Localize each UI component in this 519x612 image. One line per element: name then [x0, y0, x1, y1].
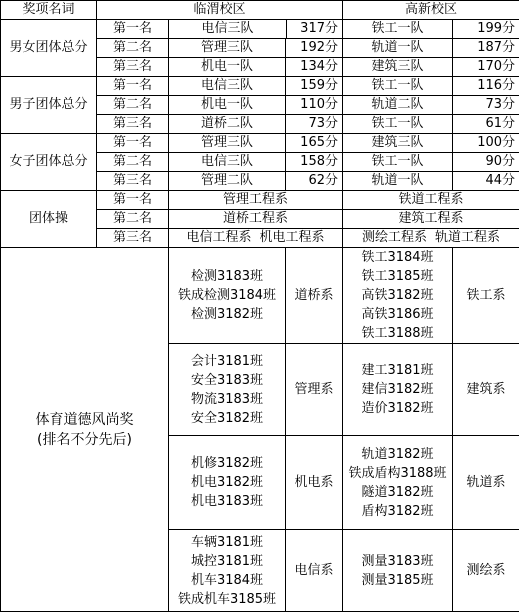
table-row [1, 191, 519, 210]
class-name: 会计3181班 [169, 352, 285, 371]
team-score: 199分 [453, 20, 519, 39]
team-score: 187分 [453, 39, 519, 58]
campus-a-header: 临渭校区 [97, 1, 343, 20]
team-name: 轨道一队 [343, 39, 453, 58]
dept-name: 管理系 [286, 344, 343, 436]
team-name: 建筑三队 [343, 134, 453, 153]
team-name: 轨道一队 [343, 172, 453, 191]
dept-pair-cell [169, 229, 343, 248]
team-name: 铁工一队 [343, 153, 453, 172]
class-list [343, 248, 453, 344]
team-score: 62分 [286, 172, 343, 191]
rank-cell: 第二名 [97, 210, 169, 229]
class-name: 铁成机车3185班 [169, 590, 285, 609]
class-name: 安全3182班 [169, 409, 285, 428]
header-row [1, 1, 519, 20]
class-name: 检测3183班 [169, 267, 285, 286]
class-name: 建工3181班 [343, 361, 452, 380]
rank-cell: 第二名 [97, 96, 169, 115]
team-name: 电信三队 [169, 20, 287, 38]
team-score: 110分 [286, 96, 343, 115]
class-name: 物流3183班 [169, 390, 285, 409]
dept-name: 轨道工程系 [435, 229, 500, 247]
dept-cell: 建筑工程系 [343, 210, 519, 229]
dept-pair-cell [343, 229, 519, 248]
team-score: 165分 [286, 134, 343, 153]
class-name: 车辆3181班 [169, 533, 285, 552]
dept-name: 铁工系 [453, 248, 519, 344]
team-score: 73分 [453, 96, 519, 115]
team-score: 100分 [453, 134, 519, 153]
class-name: 机电3183班 [169, 492, 285, 511]
rank-cell: 第一名 [97, 134, 169, 153]
sportsmanship-title-cell [1, 248, 169, 612]
class-name: 机修3182班 [169, 454, 285, 473]
class-name: 盾构3182班 [343, 502, 452, 521]
rank-cell: 第三名 [97, 58, 169, 77]
award-header: 奖项名词 [1, 1, 97, 20]
class-name: 铁工3184班 [343, 248, 452, 267]
class-name: 城控3181班 [169, 552, 285, 571]
team-name: 机电一队 [169, 58, 286, 77]
team-score: 158分 [286, 153, 343, 172]
class-name: 造价3182班 [343, 399, 452, 418]
sportsmanship-title: 体育道德风尚奖 [1, 410, 168, 430]
team-score: 170分 [453, 58, 519, 77]
class-list [343, 436, 453, 530]
dept-name: 建筑系 [453, 344, 519, 436]
group-title: 男子团体总分 [1, 77, 97, 134]
class-list [343, 530, 453, 612]
dept-name: 机电系 [286, 436, 343, 530]
table-row [1, 134, 519, 153]
class-name: 隧道3182班 [343, 483, 452, 502]
table-row [1, 20, 519, 39]
team-name: 管理三队 [169, 39, 286, 58]
dept-name: 轨道系 [453, 436, 519, 530]
class-name: 测量3185班 [343, 571, 452, 590]
team-name: 电信三队 [169, 153, 286, 172]
class-name: 机车3184班 [169, 571, 285, 590]
class-name: 安全3183班 [169, 371, 285, 390]
team-score: 44分 [453, 172, 519, 191]
class-name: 铁成检测3184班 [169, 286, 285, 305]
class-name: 机电3182班 [169, 473, 285, 492]
dept-cell: 道桥工程系 [169, 210, 343, 229]
rank-cell: 第一名 [97, 20, 169, 39]
team-name: 铁工一队 [343, 115, 453, 134]
campus-b-header: 高新校区 [343, 1, 519, 20]
dept-name: 机电工程系 [260, 229, 325, 247]
team-name: 铁工一队 [343, 20, 453, 39]
team-name: 道桥二队 [169, 115, 286, 134]
team-score: 116分 [453, 77, 519, 96]
rank-cell: 第三名 [97, 115, 169, 134]
class-name: 测量3183班 [343, 552, 452, 571]
dept-cell: 铁道工程系 [343, 191, 519, 210]
group-title: 男女团体总分 [1, 20, 97, 77]
team-name: 管理三队 [169, 134, 286, 153]
team-score: 73分 [286, 115, 343, 134]
team-name: 电信三队 [169, 77, 286, 96]
rank-cell: 第一名 [97, 77, 169, 96]
class-list [343, 344, 453, 436]
table-row [1, 77, 519, 96]
team-score: 192分 [286, 39, 343, 58]
class-list [169, 344, 286, 436]
team-name: 轨道二队 [343, 96, 453, 115]
team-score: 317分 [287, 20, 343, 38]
team-name: 机电一队 [169, 96, 286, 115]
table-row [1, 248, 519, 344]
class-name: 铁成盾构3188班 [343, 464, 452, 483]
class-list [169, 530, 286, 612]
team-name: 铁工一队 [343, 77, 453, 96]
dept-name: 测绘工程系 [362, 229, 427, 247]
team-name: 建筑三队 [343, 58, 453, 77]
awards-table-body [1, 1, 519, 612]
team-score: 61分 [453, 115, 519, 134]
rank-cell: 第三名 [97, 172, 169, 191]
rank-cell: 第一名 [97, 191, 169, 210]
rank-cell: 第二名 [97, 39, 169, 58]
class-name: 铁工3188班 [343, 324, 452, 343]
dept-name: 测绘系 [453, 530, 519, 612]
team-name: 管理二队 [169, 172, 286, 191]
class-name: 高铁3186班 [343, 305, 452, 324]
class-name: 检测3182班 [169, 305, 285, 324]
class-name: 高铁3182班 [343, 286, 452, 305]
dept-cell: 管理工程系 [169, 191, 343, 210]
class-list [169, 248, 286, 344]
team-score: 134分 [286, 58, 343, 77]
team-score: 159分 [286, 77, 343, 96]
rank-cell: 第三名 [97, 229, 169, 248]
class-list [169, 436, 286, 530]
dept-name: 电信系 [286, 530, 343, 612]
team-score: 90分 [453, 153, 519, 172]
campus-a-cell [169, 20, 343, 39]
group-title: 女子团体总分 [1, 134, 97, 191]
sportsmanship-note: (排名不分先后) [1, 430, 168, 450]
class-name: 建信3182班 [343, 380, 452, 399]
group-title: 团体操 [1, 191, 97, 248]
dept-name: 道桥系 [286, 248, 343, 344]
rank-cell: 第二名 [97, 153, 169, 172]
dept-name: 电信工程系 [186, 229, 251, 247]
class-name: 轨道3182班 [343, 445, 452, 464]
class-name: 铁工3185班 [343, 267, 452, 286]
